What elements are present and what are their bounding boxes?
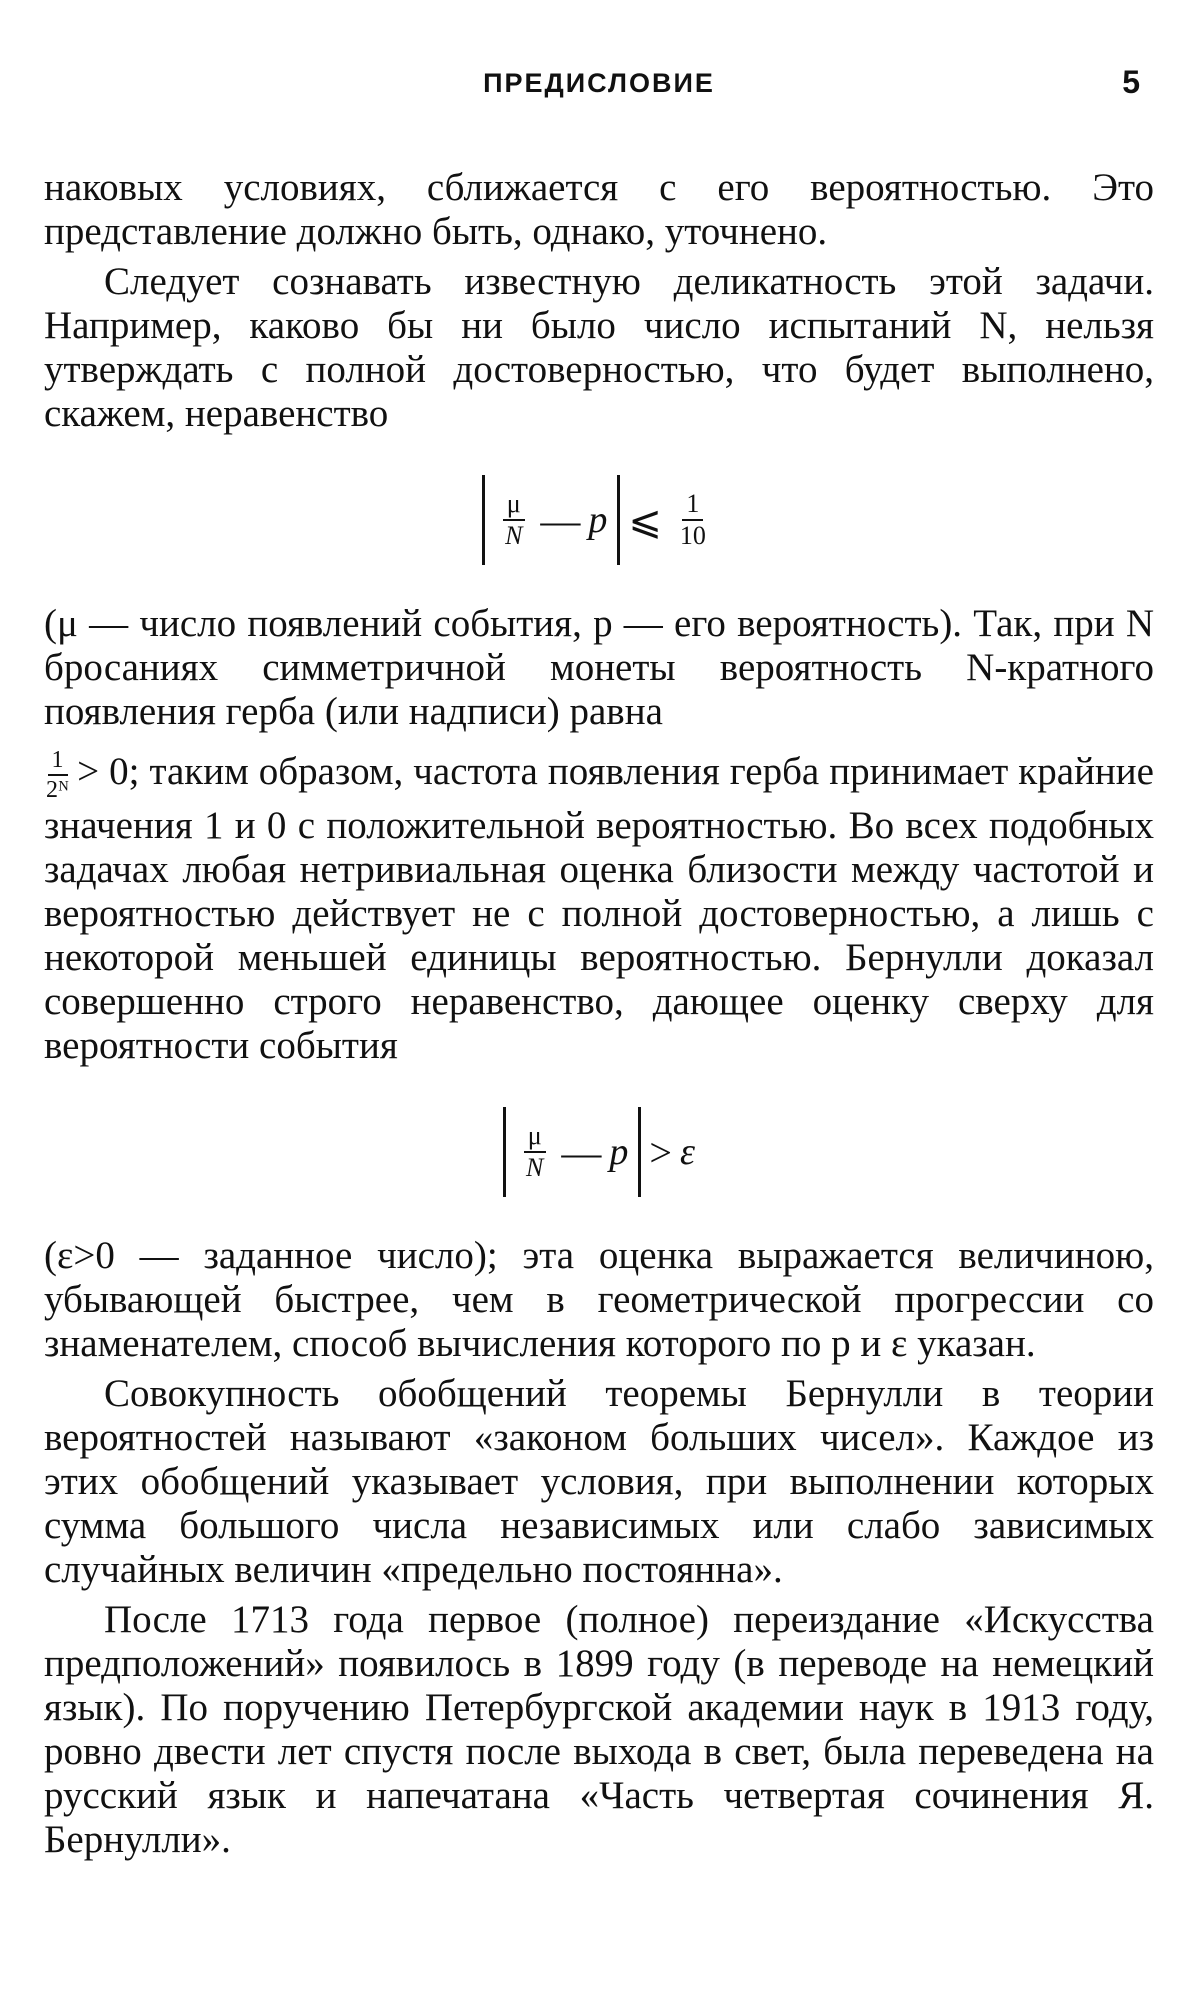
paragraph-5: Совокупность обобщений теоремы Бернулли в теории вероятностей называют «законом больших чисел». Каждое из этих обобщений указывает условия, при выполнении которых сумма большого числа независимых или слабо зависимых случайных величин «предельно постоянна». <box>44 1372 1154 1591</box>
fraction-one-tenth <box>676 489 710 551</box>
fraction-numerator: μ <box>524 1121 546 1153</box>
relation-sign: ⩽ <box>628 497 662 543</box>
relation-sign: > <box>649 1129 672 1175</box>
fraction-numerator: 1 <box>48 746 68 776</box>
formula-inequality-2 <box>44 1104 1154 1200</box>
fraction-denominator: N <box>526 1153 544 1182</box>
page-number: 5 <box>1122 64 1140 100</box>
paragraph-2: Следует сознавать известную деликатность этой задачи. Например, каково бы ни было число испытаний N, нельзя утверждать с полной достоверностью, что будет выполнено, скажем, неравенство <box>44 260 1154 435</box>
fraction-mu-over-n <box>501 489 526 551</box>
paragraph-6: После 1713 года первое (полное) переиздание «Искусства предположений» появилось в 1899 году (в переводе на немецкий язык). По поручению Петербургской академии наук в 1913 году, ровно двести лет спустя после выхода в свет, была переведена на русский язык и напечатана «Часть четвертая сочинения Я. Бернулли». <box>44 1598 1154 1861</box>
fraction-mu-over-n <box>522 1121 547 1183</box>
epsilon: ε <box>679 1131 695 1173</box>
inline-fraction <box>44 746 71 804</box>
formula-inequality-1 <box>44 472 1154 568</box>
fraction-denominator: 10 <box>679 521 706 550</box>
fraction-numerator: 1 <box>682 489 703 521</box>
paragraph-3b: > 0; таким образом, частота появления герба принимает крайние значения 1 и 0 с положительной вероятностью. Во всех подобных задачах любая нетривиальная оценка близости между частотой и вероятностью действует не с полной достоверностью, а лишь с некоторой меньшей единицы вероятностью. Бернулли доказал совершенно строго неравенство, дающее оценку сверху для вероятности события <box>44 749 1154 1067</box>
page-title: ПРЕДИСЛОВИЕ <box>483 68 715 98</box>
paragraph-3a: (μ — число появлений события, p — его вероятность). Так, при N бросаниях симметричной монеты вероятность N-кратного появления герба (или надписи) равна <box>44 602 1154 733</box>
running-head <box>44 60 1154 104</box>
fraction-denominator: 2ᴺ <box>46 777 70 803</box>
paragraph-3b-container <box>44 746 1154 1068</box>
variable-p: p <box>609 1131 629 1173</box>
book-page <box>44 60 1154 1862</box>
absolute-value <box>482 475 620 565</box>
variable-p: p <box>588 499 608 541</box>
fraction-numerator: μ <box>503 489 525 521</box>
minus-sign: — <box>540 497 581 543</box>
paragraph-4: (ε>0 — заданное число); эта оценка выражается величиною, убывающей быстрее, чем в геометрической прогрессии со знаменателем, способ вычисления которого по p и ε указан. <box>44 1234 1154 1365</box>
paragraph-1: наковых условиях, сближается с его вероятностью. Это представление должно быть, однако, уточнено. <box>44 166 1154 253</box>
minus-sign: — <box>561 1129 602 1175</box>
fraction-denominator: N <box>505 521 523 550</box>
absolute-value <box>503 1107 641 1197</box>
